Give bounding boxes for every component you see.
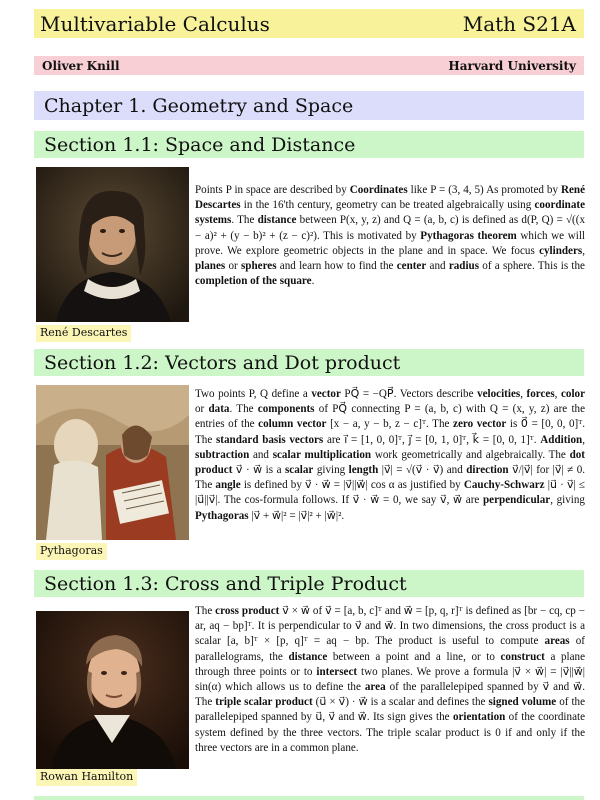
bold-term: planes (195, 260, 226, 273)
bold-term: scalar (284, 464, 314, 477)
bold-term: Cauchy-Schwarz (463, 479, 545, 492)
descartes-portrait (36, 167, 189, 322)
bold-term: construct (500, 650, 545, 663)
section-title-1-2: Section 1.2: Vectors and Dot product (34, 349, 584, 376)
section-1-1-body: Points P in space are described by Coordinates like P = (3, 4, 5) As promoted by René Descartes in the 16'th century, geometry can be treated algebraically using coordinate systems. The distance between P(x, y, z) and Q = (a, b, c) is defined as d(P, Q) = √((x − a)² + (y − b)² + (z − c)²). This is motivated by Pythagoras theorem which we will prove. We explore geometric objects in the plane and in space. We focus cylinders, planes or spheres and learn how to find the center and radius of a sphere. This is the completion of the square. (195, 184, 585, 288)
bold-term: center (396, 260, 427, 273)
bold-term: radius (448, 260, 480, 273)
course-title: Multivariable Calculus (40, 11, 270, 36)
author-name: Oliver Knill (42, 58, 120, 73)
bold-term: intersect (316, 665, 358, 678)
chapter-title: Chapter 1. Geometry and Space (34, 91, 584, 120)
title-bar (34, 9, 584, 38)
section-1-3-body: The cross product v⃗ × w⃗ of v⃗ = [a, b, c]ᵀ and w⃗ = [p, q, r]ᵀ is defined as [br − cq, cp − ar, aq − bp]ᵀ. It is perpendicular to v⃗ and w⃗. In two dimensions, the cross product is a scalar [a, b]ᵀ × [p, q]ᵀ = aq − bp. The product is useful to compute areas of parallelograms, the distance between a point and a line, or to construct a plane through three points or to intersect two planes. We prove a formula |v⃗ × w⃗| = |v⃗||w⃗| sin(α) which allows us to define the area of the parallelepiped spanned by v⃗ and w⃗. The triple scalar product (u⃗ × v⃗) · w⃗ is a scalar and defines the signed volume of the parallelepiped spanned by u⃗, v⃗ and w⃗. Its sign gives the orientation of the coordinate system defined by the three vectors. The triple scalar product is 0 if and only if the three vectors are in a common plane. (195, 605, 586, 754)
pythagoras-painting (36, 385, 189, 540)
bold-term: subtraction (195, 448, 250, 461)
bold-term: angle (215, 479, 241, 492)
bold-term: area (364, 681, 386, 694)
institution-name: Harvard University (448, 58, 576, 73)
section-1-2-body: Two points P, Q define a vector PQ⃗ = −QP⃗. Vectors describe velocities, forces, color or data. The components of PQ⃗ connecting P = (a, b, c) with Q = (x, y, z) are the entries of the column vector [x − a, y − b, z − c]ᵀ. The zero vector is 0⃗ = [0, 0, 0]ᵀ. The standard basis vectors are i⃗ = [1, 0, 0]ᵀ, j⃗ = [0, 1, 0]ᵀ, k⃗ = [0, 0, 1]ᵀ. Addition, subtraction and scalar multiplication work geometrically and algebraically. The dot product v⃗ · w⃗ is a scalar giving length |v⃗| = √(v⃗ · v⃗) and direction v⃗/|v⃗| for |v⃗| ≠ 0. The angle is defined by v⃗ · w⃗ = |v⃗||w⃗| cos α as justified by Cauchy-Schwarz |u⃗ · v⃗| ≤ |u⃗||v⃗|. The cos-formula follows. If v⃗ · w⃗ = 0, we say v⃗, w⃗ are perpendicular, giving Pythagoras |v⃗ + w⃗|² = |v⃗|² + |w⃗|². (195, 388, 586, 522)
bold-term: dot product (195, 448, 585, 477)
bold-term: zero vector (453, 418, 507, 431)
hamilton-portrait (36, 611, 189, 769)
bold-term: triple scalar product (215, 696, 313, 709)
bold-term: components (257, 403, 315, 416)
descartes-caption: René Descartes (36, 325, 131, 342)
section-title-1-3: Section 1.3: Cross and Triple Product (34, 570, 584, 597)
bold-term: Addition (540, 433, 583, 446)
bold-term: distance (288, 650, 328, 663)
bold-term: distance (257, 214, 297, 227)
pythagoras-caption: Pythagoras (36, 543, 107, 560)
bold-term: Pythagoras (195, 509, 249, 522)
bold-term: data (208, 403, 230, 416)
author-bar (34, 56, 584, 75)
bold-term: Pythagoras theorem (420, 229, 517, 242)
bold-term: completion of the square (195, 275, 312, 288)
bold-term: color (560, 388, 586, 400)
next-section-bar (34, 796, 584, 800)
bold-term: column vector (258, 418, 327, 431)
bold-term: signed volume (488, 696, 557, 709)
bold-term: areas (544, 635, 570, 648)
bold-term: René Descartes (195, 184, 585, 212)
bold-term: vector (311, 388, 341, 400)
section-title-1-1: Section 1.1: Space and Distance (34, 131, 584, 158)
bold-term: length (348, 464, 379, 477)
bold-term: orientation (452, 711, 506, 724)
bold-term: coordinate systems (195, 199, 585, 227)
bold-term: direction (466, 464, 509, 477)
bold-term: forces (526, 388, 555, 400)
bold-term: cylinders (539, 244, 583, 257)
bold-term: velocities (477, 388, 521, 400)
course-code: Math S21A (462, 11, 576, 36)
bold-term: cross product (215, 605, 280, 617)
bold-term: Coordinates (349, 184, 408, 196)
hamilton-caption: Rowan Hamilton (36, 769, 137, 786)
bold-term: spheres (240, 260, 277, 273)
bold-term: perpendicular (483, 494, 551, 507)
bold-term: standard basis vectors (215, 433, 324, 446)
bold-term: scalar multiplication (272, 448, 372, 461)
